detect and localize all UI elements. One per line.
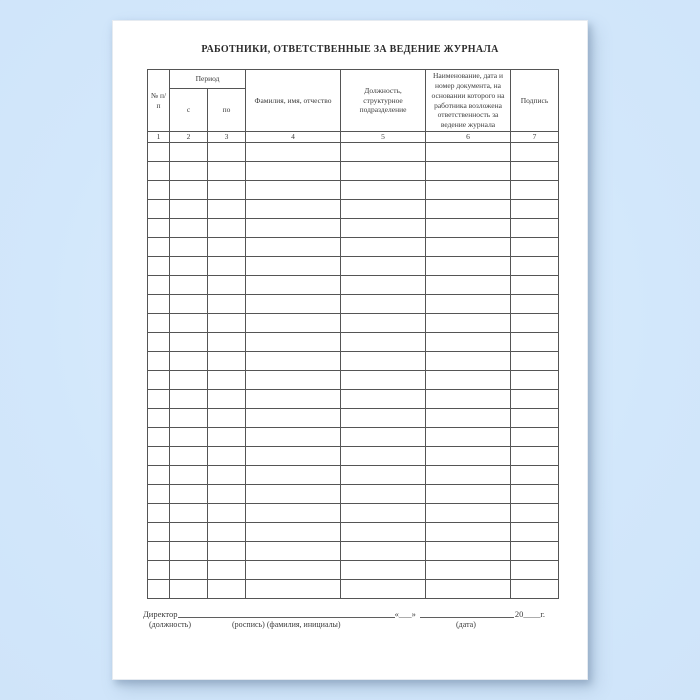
empty-cell — [511, 504, 559, 523]
empty-cell — [341, 200, 426, 219]
empty-cell — [208, 314, 246, 333]
empty-cell — [148, 561, 170, 580]
empty-cell — [426, 542, 511, 561]
empty-cell — [426, 276, 511, 295]
empty-cell — [170, 409, 208, 428]
empty-cell — [511, 295, 559, 314]
empty-cell — [170, 466, 208, 485]
empty-cell — [148, 485, 170, 504]
empty-cell — [341, 162, 426, 181]
empty-cell — [148, 390, 170, 409]
page-title: РАБОТНИКИ, ОТВЕТСТВЕННЫЕ ЗА ВЕДЕНИЕ ЖУРНАЛА — [201, 44, 499, 55]
empty-cell — [170, 390, 208, 409]
empty-cell — [341, 428, 426, 447]
caption-position: (должность) — [149, 620, 191, 629]
empty-cell — [208, 523, 246, 542]
col-header-period: Период — [170, 70, 246, 89]
empty-cell — [246, 466, 341, 485]
empty-cell — [148, 371, 170, 390]
empty-cell — [341, 333, 426, 352]
empty-cell — [341, 276, 426, 295]
column-numbers-row — [148, 132, 559, 143]
empty-cell — [208, 428, 246, 447]
empty-cell — [208, 219, 246, 238]
empty-cell — [170, 352, 208, 371]
empty-cell — [170, 276, 208, 295]
column-number: 2 — [170, 132, 208, 143]
table-row — [148, 504, 559, 523]
col-header-number: № п/п — [148, 70, 170, 132]
empty-cell — [426, 352, 511, 371]
empty-cell — [148, 219, 170, 238]
table-row — [148, 143, 559, 162]
empty-cell — [148, 181, 170, 200]
empty-cell — [341, 466, 426, 485]
empty-cell — [170, 219, 208, 238]
empty-cell — [341, 295, 426, 314]
empty-cell — [208, 276, 246, 295]
empty-cell — [246, 238, 341, 257]
empty-cell — [341, 409, 426, 428]
empty-cell — [341, 314, 426, 333]
empty-cell — [511, 314, 559, 333]
empty-cell — [511, 561, 559, 580]
empty-cell — [208, 371, 246, 390]
table-row — [148, 333, 559, 352]
empty-cell — [511, 485, 559, 504]
empty-cell — [246, 561, 341, 580]
table-row — [148, 409, 559, 428]
empty-cell — [170, 542, 208, 561]
empty-cell — [426, 200, 511, 219]
empty-cell — [511, 371, 559, 390]
empty-cell — [208, 200, 246, 219]
empty-cell — [511, 238, 559, 257]
table-row — [148, 466, 559, 485]
empty-cell — [148, 466, 170, 485]
table-row — [148, 447, 559, 466]
empty-cell — [426, 580, 511, 599]
empty-cell — [170, 200, 208, 219]
empty-cell — [148, 162, 170, 181]
empty-cell — [426, 409, 511, 428]
director-label: Директор — [143, 609, 178, 619]
responsible-workers-table — [147, 69, 559, 599]
day-quotes-blank: «___» — [394, 609, 416, 619]
empty-cell — [148, 314, 170, 333]
empty-cell — [426, 561, 511, 580]
signature-captions-row — [143, 620, 545, 633]
empty-cell — [511, 580, 559, 599]
empty-cell — [426, 238, 511, 257]
empty-cell — [246, 276, 341, 295]
empty-cell — [246, 390, 341, 409]
empty-cell — [170, 238, 208, 257]
table-row — [148, 162, 559, 181]
table-row — [148, 523, 559, 542]
empty-cell — [246, 542, 341, 561]
empty-cell — [170, 447, 208, 466]
empty-cell — [511, 276, 559, 295]
empty-cell — [148, 295, 170, 314]
empty-cell — [246, 181, 341, 200]
empty-cell — [341, 371, 426, 390]
table-row — [148, 542, 559, 561]
empty-cell — [426, 523, 511, 542]
empty-cell — [426, 314, 511, 333]
column-number: 3 — [208, 132, 246, 143]
table-row — [148, 352, 559, 371]
empty-cell — [426, 371, 511, 390]
empty-cell — [426, 295, 511, 314]
empty-cell — [341, 352, 426, 371]
table-row — [148, 295, 559, 314]
empty-cell — [341, 143, 426, 162]
empty-cell — [148, 504, 170, 523]
empty-cell — [148, 542, 170, 561]
empty-cell — [170, 485, 208, 504]
document-page — [112, 20, 588, 680]
empty-cell — [170, 523, 208, 542]
empty-cell — [426, 181, 511, 200]
empty-cell — [511, 409, 559, 428]
empty-cell — [170, 314, 208, 333]
empty-cell — [426, 143, 511, 162]
empty-cell — [511, 428, 559, 447]
empty-cell — [148, 238, 170, 257]
empty-cell — [208, 181, 246, 200]
empty-cell — [208, 580, 246, 599]
table-row — [148, 314, 559, 333]
empty-cell — [341, 580, 426, 599]
empty-cell — [511, 542, 559, 561]
empty-cell — [148, 523, 170, 542]
empty-cell — [511, 352, 559, 371]
empty-cell — [170, 580, 208, 599]
empty-cell — [208, 504, 246, 523]
empty-cell — [208, 561, 246, 580]
empty-cell — [341, 219, 426, 238]
empty-cell — [426, 162, 511, 181]
signature-blank-line — [178, 617, 395, 618]
empty-cell — [148, 143, 170, 162]
empty-cell — [511, 200, 559, 219]
empty-cell — [170, 143, 208, 162]
empty-cell — [148, 409, 170, 428]
empty-cell — [246, 409, 341, 428]
empty-cell — [426, 428, 511, 447]
empty-cell — [341, 447, 426, 466]
date-blank-line — [420, 617, 514, 618]
empty-cell — [246, 580, 341, 599]
empty-cell — [148, 352, 170, 371]
table-row — [148, 181, 559, 200]
empty-cell — [208, 162, 246, 181]
col-header-period-from: с — [170, 89, 208, 132]
empty-cell — [426, 466, 511, 485]
empty-cell — [426, 219, 511, 238]
col-header-period-to: по — [208, 89, 246, 132]
year-label: 20____г. — [514, 609, 545, 619]
empty-cell — [208, 295, 246, 314]
column-number: 7 — [511, 132, 559, 143]
col-header-signature: Подпись — [511, 70, 559, 132]
table-row — [148, 371, 559, 390]
empty-cell — [170, 333, 208, 352]
empty-cell — [426, 447, 511, 466]
table-row — [148, 485, 559, 504]
table-header — [148, 70, 559, 143]
empty-cell — [246, 314, 341, 333]
empty-cell — [341, 523, 426, 542]
col-header-document: Наименование, дата и номер документа, на основании которого на работника возложена ответственность за ведение журнала — [426, 70, 511, 132]
empty-cell — [208, 257, 246, 276]
empty-cell — [246, 162, 341, 181]
empty-cell — [511, 523, 559, 542]
table-row — [148, 390, 559, 409]
empty-cell — [426, 390, 511, 409]
empty-cell — [341, 238, 426, 257]
table-row — [148, 200, 559, 219]
empty-cell — [341, 181, 426, 200]
empty-cell — [341, 390, 426, 409]
empty-cell — [426, 257, 511, 276]
empty-cell — [208, 485, 246, 504]
empty-cell — [170, 162, 208, 181]
empty-cell — [208, 409, 246, 428]
empty-cell — [170, 181, 208, 200]
empty-cell — [511, 257, 559, 276]
table-row — [148, 276, 559, 295]
empty-cell — [246, 428, 341, 447]
empty-cell — [511, 181, 559, 200]
col-header-fio: Фамилия, имя, отчество — [246, 70, 341, 132]
column-number: 4 — [246, 132, 341, 143]
empty-cell — [170, 561, 208, 580]
table-row — [148, 238, 559, 257]
empty-cell — [246, 485, 341, 504]
empty-cell — [208, 447, 246, 466]
column-number: 6 — [426, 132, 511, 143]
empty-cell — [341, 504, 426, 523]
caption-signature: (роспись) (фамилия, инициалы) — [232, 620, 341, 629]
empty-cell — [246, 295, 341, 314]
empty-cell — [208, 333, 246, 352]
empty-cell — [170, 257, 208, 276]
column-number: 1 — [148, 132, 170, 143]
empty-cell — [148, 200, 170, 219]
empty-cell — [208, 238, 246, 257]
empty-cell — [170, 371, 208, 390]
empty-cell — [426, 504, 511, 523]
empty-cell — [246, 143, 341, 162]
empty-cell — [341, 485, 426, 504]
empty-cell — [511, 143, 559, 162]
empty-cell — [511, 466, 559, 485]
empty-cell — [426, 333, 511, 352]
empty-cell — [148, 257, 170, 276]
empty-cell — [341, 542, 426, 561]
table-body — [148, 143, 559, 599]
table-row — [148, 428, 559, 447]
empty-cell — [341, 257, 426, 276]
director-signature-line — [143, 609, 545, 619]
empty-cell — [148, 580, 170, 599]
column-number: 5 — [341, 132, 426, 143]
table-row — [148, 580, 559, 599]
empty-cell — [511, 447, 559, 466]
caption-date: (дата) — [456, 620, 476, 629]
empty-cell — [246, 447, 341, 466]
empty-cell — [208, 466, 246, 485]
signature-footer — [143, 609, 545, 633]
empty-cell — [148, 333, 170, 352]
empty-cell — [148, 447, 170, 466]
empty-cell — [208, 390, 246, 409]
empty-cell — [208, 352, 246, 371]
empty-cell — [511, 219, 559, 238]
empty-cell — [426, 485, 511, 504]
empty-cell — [208, 143, 246, 162]
empty-cell — [511, 333, 559, 352]
empty-cell — [246, 200, 341, 219]
empty-cell — [246, 333, 341, 352]
table-row — [148, 561, 559, 580]
empty-cell — [511, 390, 559, 409]
empty-cell — [170, 428, 208, 447]
empty-cell — [246, 523, 341, 542]
empty-cell — [246, 352, 341, 371]
empty-cell — [208, 542, 246, 561]
empty-cell — [511, 162, 559, 181]
empty-cell — [170, 504, 208, 523]
col-header-position: Должность, структурное подразделение — [341, 70, 426, 132]
empty-cell — [170, 295, 208, 314]
table-row — [148, 257, 559, 276]
empty-cell — [246, 371, 341, 390]
empty-cell — [148, 428, 170, 447]
empty-cell — [246, 504, 341, 523]
empty-cell — [246, 257, 341, 276]
empty-cell — [246, 219, 341, 238]
empty-cell — [341, 561, 426, 580]
empty-cell — [148, 276, 170, 295]
table-row — [148, 219, 559, 238]
